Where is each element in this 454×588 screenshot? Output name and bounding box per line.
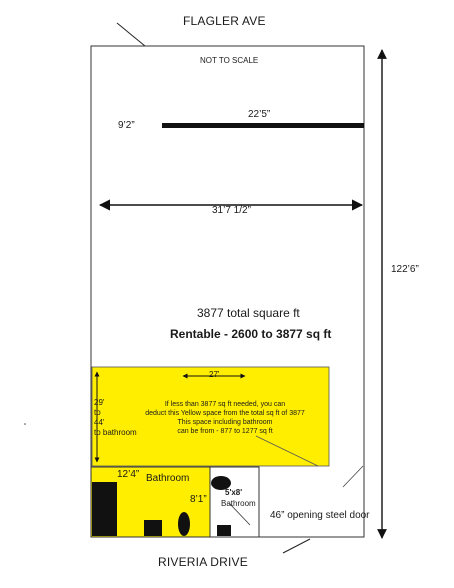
notice-line4: can be from - 877 to 1277 sq ft <box>177 428 273 435</box>
street-label-top: FLAGLER AVE <box>183 14 266 28</box>
interior-wall <box>162 123 364 128</box>
bathroom-large-depth-label: 8’1” <box>190 494 207 505</box>
total-area-label: 3877 total square ft <box>197 306 300 320</box>
bathroom-small-label: Bathroom <box>221 499 256 508</box>
street-leader-top <box>117 23 145 46</box>
rentable-area-label: Rentable - 2600 to 3877 sq ft <box>170 327 332 341</box>
bathroom-large-label: Bathroom <box>146 473 190 484</box>
street-leader-bottom <box>283 539 310 553</box>
yellow-depth-label <box>94 398 140 438</box>
notice-line2: deduct this Yellow space from the total sq ft of 3877 <box>145 410 305 417</box>
yellow-depth-line4: to bathroom <box>94 428 137 437</box>
wall-offset-label: 9’2” <box>118 120 135 131</box>
steel-door-label: 46” opening steel door <box>270 510 370 521</box>
scale-note: NOT TO SCALE <box>200 56 259 65</box>
notice-line1: If less than 3877 sq ft needed, you can <box>164 401 286 408</box>
steel-door-line <box>343 466 363 487</box>
notice-line3: This space including bathroom <box>177 419 273 426</box>
fixture-block-mid <box>144 520 162 536</box>
yellow-depth-line1: 29' <box>94 398 105 407</box>
depth-dimension-label: 122’6” <box>391 264 419 275</box>
width-dimension-label: 31’7 1/2” <box>212 205 251 216</box>
stray-mark <box>24 423 26 425</box>
toilet-fixture <box>178 512 190 536</box>
yellow-depth-line2: to <box>94 408 101 417</box>
wall-length-label: 22’5” <box>248 109 271 120</box>
small-fixture-block <box>217 525 231 536</box>
bathroom-large-width-label: 12’4” <box>117 469 140 480</box>
street-label-bottom: RIVERIA DRIVE <box>158 555 248 569</box>
fixture-block-left <box>92 482 117 536</box>
yellow-width-label: 27' <box>209 370 220 379</box>
bathroom-small-size-label: 5'x8' <box>225 488 243 497</box>
yellow-space-notice <box>135 400 315 436</box>
yellow-depth-line3: 44' <box>94 418 105 427</box>
